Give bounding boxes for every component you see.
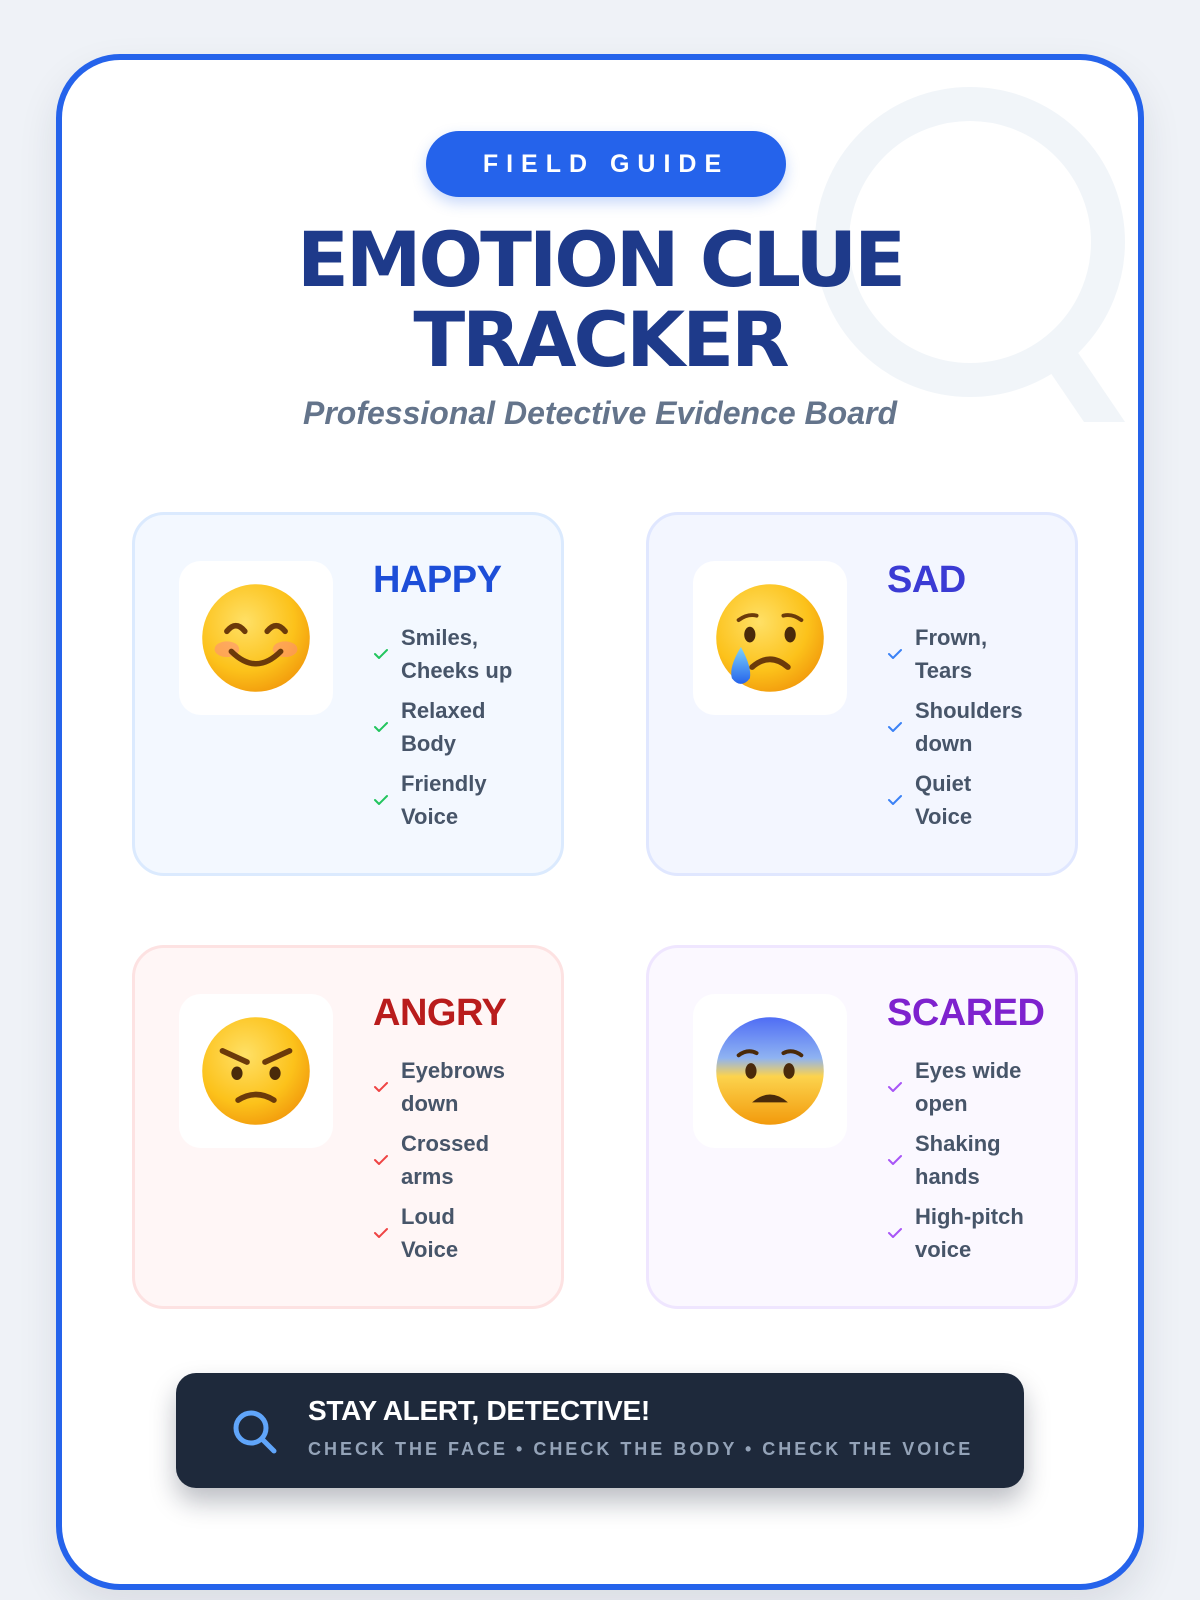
field-guide-badge: FIELD GUIDE — [426, 131, 786, 197]
emotion-card-angry — [132, 945, 564, 1309]
card-title: SCARED — [887, 992, 1045, 1034]
check-icon — [887, 1153, 903, 1167]
emoji-tile — [179, 994, 333, 1148]
clue-item — [887, 1127, 1067, 1193]
card-title: SAD — [887, 559, 966, 601]
card-title: HAPPY — [373, 559, 502, 601]
page-subtitle: Professional Detective Evidence Board — [303, 395, 897, 431]
clue-text: Friendly Voice — [401, 771, 487, 829]
alert-subtitle: CHECK THE FACE • CHECK THE BODY • CHECK THE VOICE — [308, 1439, 974, 1459]
title-line-2: TRACKER — [413, 295, 787, 384]
clue-item — [887, 621, 1067, 687]
clue-item — [373, 1200, 553, 1266]
check-icon — [373, 1153, 389, 1167]
crying-face-icon — [714, 582, 826, 694]
clue-item — [373, 694, 553, 760]
check-icon — [887, 1080, 903, 1094]
check-icon — [373, 720, 389, 734]
clue-item — [373, 1127, 553, 1193]
clue-item — [887, 1054, 1067, 1120]
emoji-tile — [693, 561, 847, 715]
emoji-tile — [179, 561, 333, 715]
page-title — [62, 215, 1138, 384]
clue-list — [887, 621, 1067, 840]
check-icon — [373, 647, 389, 661]
check-icon — [887, 720, 903, 734]
clue-text: Relaxed Body — [401, 698, 486, 756]
clue-item — [887, 767, 1067, 833]
clue-text: High-pitch voice — [915, 1204, 1024, 1262]
clue-item — [887, 694, 1067, 760]
clue-text: Shaking hands — [915, 1131, 1001, 1189]
clue-text: Crossed arms — [401, 1131, 490, 1189]
check-icon — [373, 793, 389, 807]
clue-item — [887, 1200, 1067, 1266]
clue-item — [373, 767, 553, 833]
clue-text: Loud Voice — [401, 1204, 459, 1262]
clue-text: Smiles, Cheeks up — [401, 625, 513, 683]
search-icon — [230, 1407, 280, 1457]
title-line-1: EMOTION CLUE — [296, 215, 904, 304]
clue-text: Quiet Voice — [915, 771, 973, 829]
smiling-face-icon — [200, 582, 312, 694]
emotion-card-happy — [132, 512, 564, 876]
emotion-card-sad — [646, 512, 1078, 876]
clue-text: Eyes wide open — [915, 1058, 1022, 1116]
alert-banner — [176, 1373, 1024, 1488]
clue-text: Eyebrows down — [401, 1058, 505, 1116]
clue-text: Frown, Tears — [915, 625, 988, 683]
check-icon — [373, 1080, 389, 1094]
check-icon — [887, 1226, 903, 1240]
emotion-card-scared — [646, 945, 1078, 1309]
clue-list — [373, 621, 553, 840]
clue-list — [887, 1054, 1067, 1273]
check-icon — [887, 793, 903, 807]
clue-text: Shoulders down — [915, 698, 1023, 756]
check-icon — [373, 1226, 389, 1240]
card-title: ANGRY — [373, 992, 507, 1034]
clue-item — [373, 621, 553, 687]
evidence-board — [56, 54, 1144, 1590]
emoji-tile — [693, 994, 847, 1148]
anxious-face-icon — [714, 1015, 826, 1127]
check-icon — [887, 647, 903, 661]
angry-face-icon — [200, 1015, 312, 1127]
clue-item — [373, 1054, 553, 1120]
clue-list — [373, 1054, 553, 1273]
alert-title: STAY ALERT, DETECTIVE! — [308, 1395, 650, 1426]
